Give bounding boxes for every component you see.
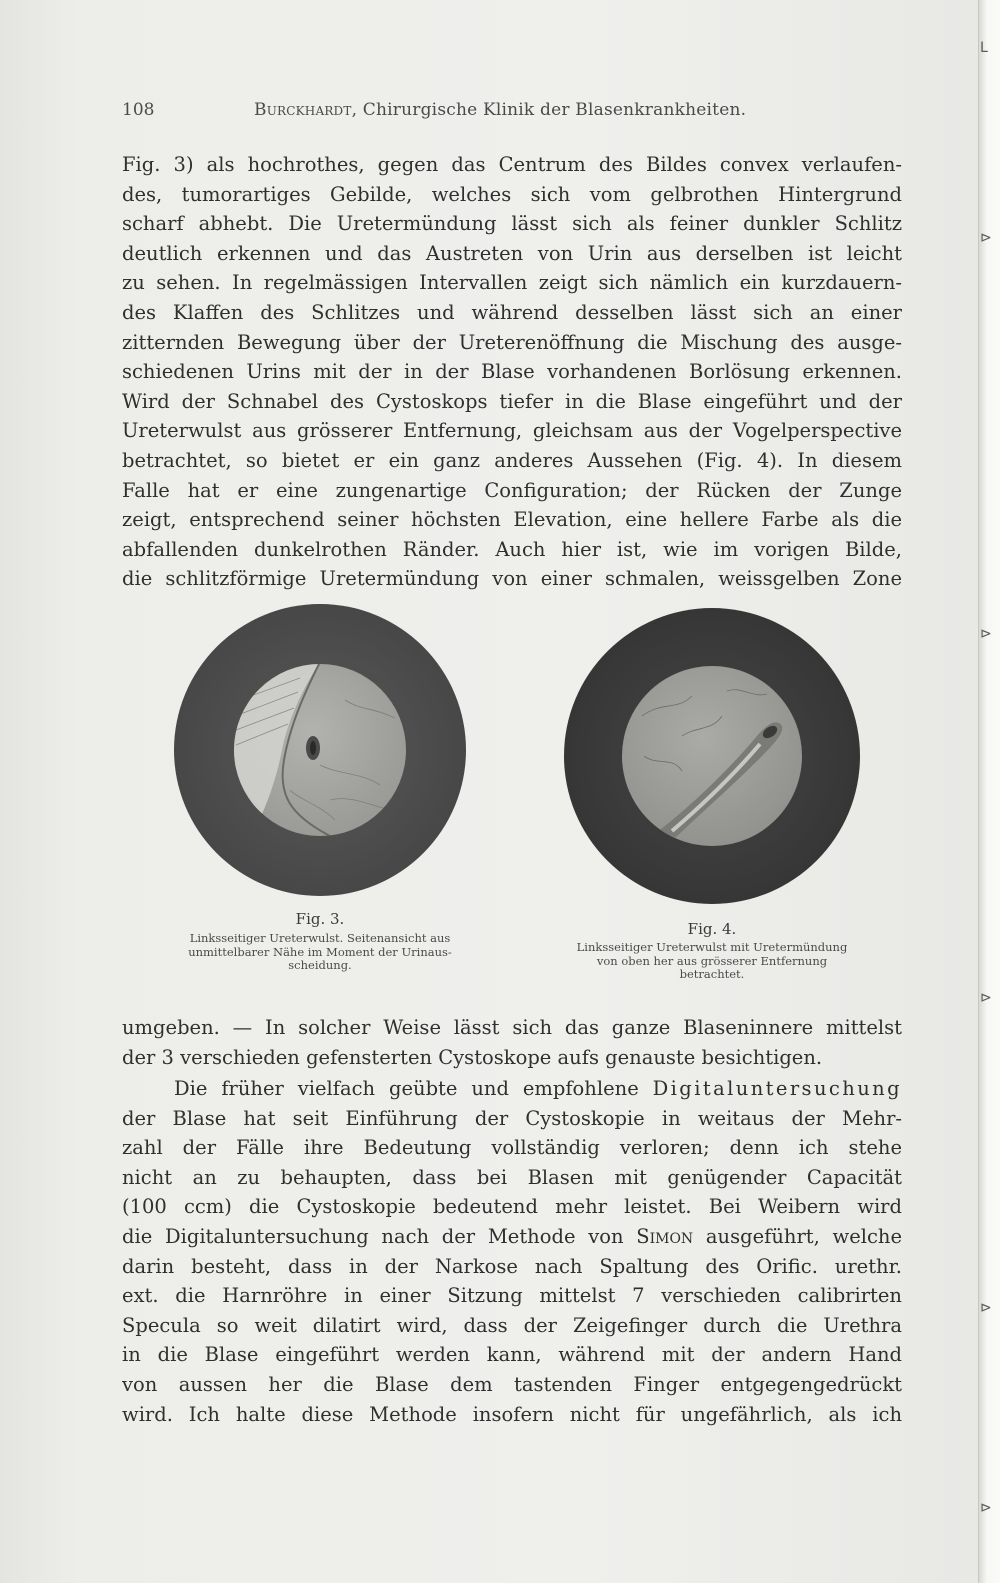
text-line: der 3 verschieden gefensterten Cystoskope aufs genauste besichtigen. — [122, 1045, 823, 1069]
text-line: nicht an zu behaupten, dass bei Blasen mit genügender Capacität — [122, 1165, 902, 1189]
text-line: Wird der Schnabel des Cystoskops tiefer in die Blase eingeführt und der — [122, 389, 902, 413]
figure-3-caption — [142, 932, 498, 973]
text-line: von aussen her die Blase dem tastenden Finger entgegengedrückt — [122, 1372, 902, 1396]
text-line: zu sehen. In regelmässigen Intervallen zeigt sich nämlich ein kurzdauern- — [122, 271, 902, 295]
margin-tick: ⊳ — [980, 1500, 992, 1516]
text-line: der Blase hat seit Einführung der Cystoskopie in weitaus der Mehr- — [122, 1106, 902, 1130]
emphasized-term: Digitaluntersuchung — [652, 1077, 902, 1100]
text-line: wird. Ich halte diese Methode insofern nicht für ungefährlich, als ich — [122, 1402, 902, 1426]
text-segment: die Digitaluntersuchung nach der Methode von — [122, 1224, 637, 1248]
text-segment: ausgeführt, welche — [693, 1224, 902, 1248]
text-line: (100 ccm) die Cystoskopie bedeutend mehr leistet. Bei Weibern wird — [122, 1195, 902, 1219]
caption-line: von oben her aus grösserer Entfernung — [596, 953, 828, 968]
text-line: zeigt, entsprechend seiner höchsten Elevation, eine hellere Farbe als die — [122, 508, 902, 532]
caption-line: betrachtet. — [679, 967, 745, 981]
text-line: die schlitzförmige Uretermündung von einer schmalen, weissgelben Zone — [122, 567, 902, 591]
figure-4-caption — [528, 941, 896, 982]
text-line: scharf abhebt. Die Uretermündung lässt sich als feiner dunkler Schlitz — [122, 212, 902, 236]
margin-tick: ⊳ — [980, 626, 992, 642]
caption-line: Linksseitiger Ureterwulst mit Uretermündung — [576, 940, 848, 954]
text-line: zitternden Bewegung über der Ureterenöffnung die Mischung des ausge- — [122, 330, 902, 354]
text-segment: Die früher vielfach geübte und empfohlene — [174, 1077, 653, 1100]
text-line: abfallenden dunkelrothen Ränder. Auch hier ist, wie im vorigen Bilde, — [122, 537, 902, 561]
figure-3-label: Fig. 3. — [295, 910, 345, 928]
text-line: ext. die Harnröhre in einer Sitzung mittelst 7 verschieden calibrirten — [122, 1284, 902, 1308]
text-line — [122, 1074, 902, 1104]
cystoscope-image-fig4 — [562, 606, 862, 906]
text-line: des Klaffen des Schlitzes und während desselben lässt sich an einer — [122, 300, 902, 324]
text-line: darin besteht, dass in der Narkose nach Spaltung des Orific. urethr. — [122, 1254, 902, 1278]
running-title — [254, 100, 746, 120]
running-header — [122, 100, 902, 130]
text-line: Fig. 3) als hochrothes, gegen das Centrum des Bildes convex verlaufen- — [122, 153, 902, 176]
paragraph-3 — [122, 1074, 902, 1429]
figure-4-label: Fig. 4. — [687, 920, 737, 938]
caption-line: Linksseitiger Ureterwulst. Seitenansicht aus — [189, 931, 451, 945]
author-name: Burckhardt — [254, 100, 352, 120]
text-line: deutlich erkennen und das Austreten von Urin aus derselben ist leicht — [122, 241, 902, 265]
cystoscope-image-fig3 — [170, 600, 470, 900]
text-line: Falle hat er eine zungenartige Configuration; der Rücken der Zunge — [122, 478, 902, 502]
text-line: schiedenen Urins mit der in der Blase vorhandenen Borlösung erkennen. — [122, 360, 902, 384]
text-line: Ureterwulst aus grösserer Entfernung, gleichsam aus der Vogelperspective — [122, 419, 902, 443]
person-name: Simon — [636, 1224, 694, 1248]
caption-line: unmittelbarer Nähe im Moment der Urinaus- — [188, 944, 452, 959]
margin-tick: ⊳ — [980, 230, 992, 246]
text-line: umgeben. — In solcher Weise lässt sich das ganze Blaseninnere mittelst — [122, 1016, 902, 1039]
margin-tick: ⊳ — [980, 990, 992, 1006]
text-line: in die Blase eingeführt werden kann, während mit der andern Hand — [122, 1343, 902, 1367]
book-title: , Chirurgische Klinik der Blasenkrankheiten. — [351, 100, 747, 120]
paragraph-2 — [122, 1013, 902, 1072]
text-line: des, tumorartiges Gebilde, welches sich vom gelbrothen Hintergrund — [122, 182, 902, 206]
text-line — [122, 1222, 902, 1252]
text-line: zahl der Fälle ihre Bedeutung vollständig verloren; denn ich stehe — [122, 1136, 902, 1160]
page-number: 108 — [122, 100, 155, 120]
paragraph-1 — [122, 150, 902, 594]
caption-line: scheidung. — [288, 958, 352, 972]
text-line: betrachtet, so bietet er ein ganz anderes Aussehen (Fig. 4). In diesem — [122, 448, 902, 472]
margin-tick: ᒪ — [980, 40, 988, 56]
margin-tick: ⊳ — [980, 1300, 992, 1316]
text-line: Specula so weit dilatirt wird, dass der Zeigefinger durch die Urethra — [122, 1313, 902, 1337]
